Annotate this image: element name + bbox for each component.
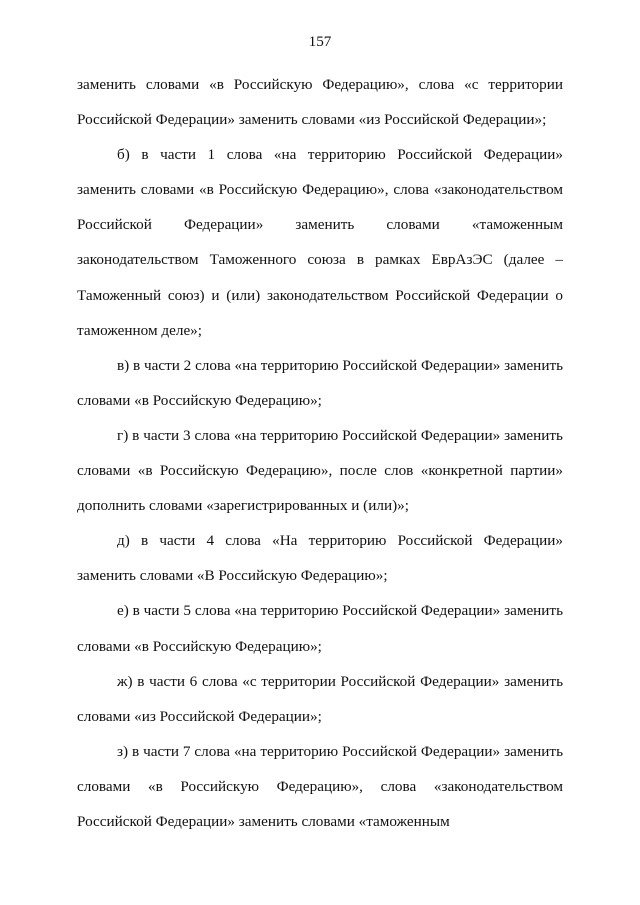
paragraph-item-z: з) в части 7 слова «на территорию Российской Федерации» заменить словами «в Российскую Федерацию», слова «законодательством Российской Федерации» заменить словами «таможенным xyxy=(77,742,563,830)
page-number: 157 xyxy=(308,33,332,50)
document-body xyxy=(77,67,563,839)
paragraph-continuation: заменить словами «в Российскую Федерацию», слова «с территории Российской Федерации» заменить словами «из Российской Федерации»; xyxy=(77,76,563,129)
paragraph-item-b: б) в части 1 слова «на территорию Российской Федерации» заменить словами «в Российскую Федерацию», слова «законодательством Российской Федерации» заменить словами «таможенным законодательством Таможенного союза в рамках ЕврАзЭС (далее – Таможенный союз) и (или) законодательством Российской Федерации о таможенном деле»; xyxy=(77,146,563,339)
paragraph-item-v: в) в части 2 слова «на территорию Российской Федерации» заменить словами «в Российскую Федерацию»; xyxy=(77,356,564,409)
paragraph-item-g: г) в части 3 слова «на территорию Российской Федерации» заменить словами «в Российскую Федерацию», после слов «конкретной партии» дополнить словами «зарегистрированных и (или)»; xyxy=(77,426,563,515)
paragraph-item-zh: ж) в части 6 слова «с территории Российской Федерации» заменить словами «из Российской Федерации»; xyxy=(77,672,563,725)
paragraph-item-d: д) в части 4 слова «На территорию Российской Федерации» заменить словами «В Российскую Федерацию»; xyxy=(77,532,563,585)
paragraph-item-e: е) в части 5 слова «на территорию Российской Федерации» заменить словами «в Российскую Федерацию»; xyxy=(77,602,563,655)
